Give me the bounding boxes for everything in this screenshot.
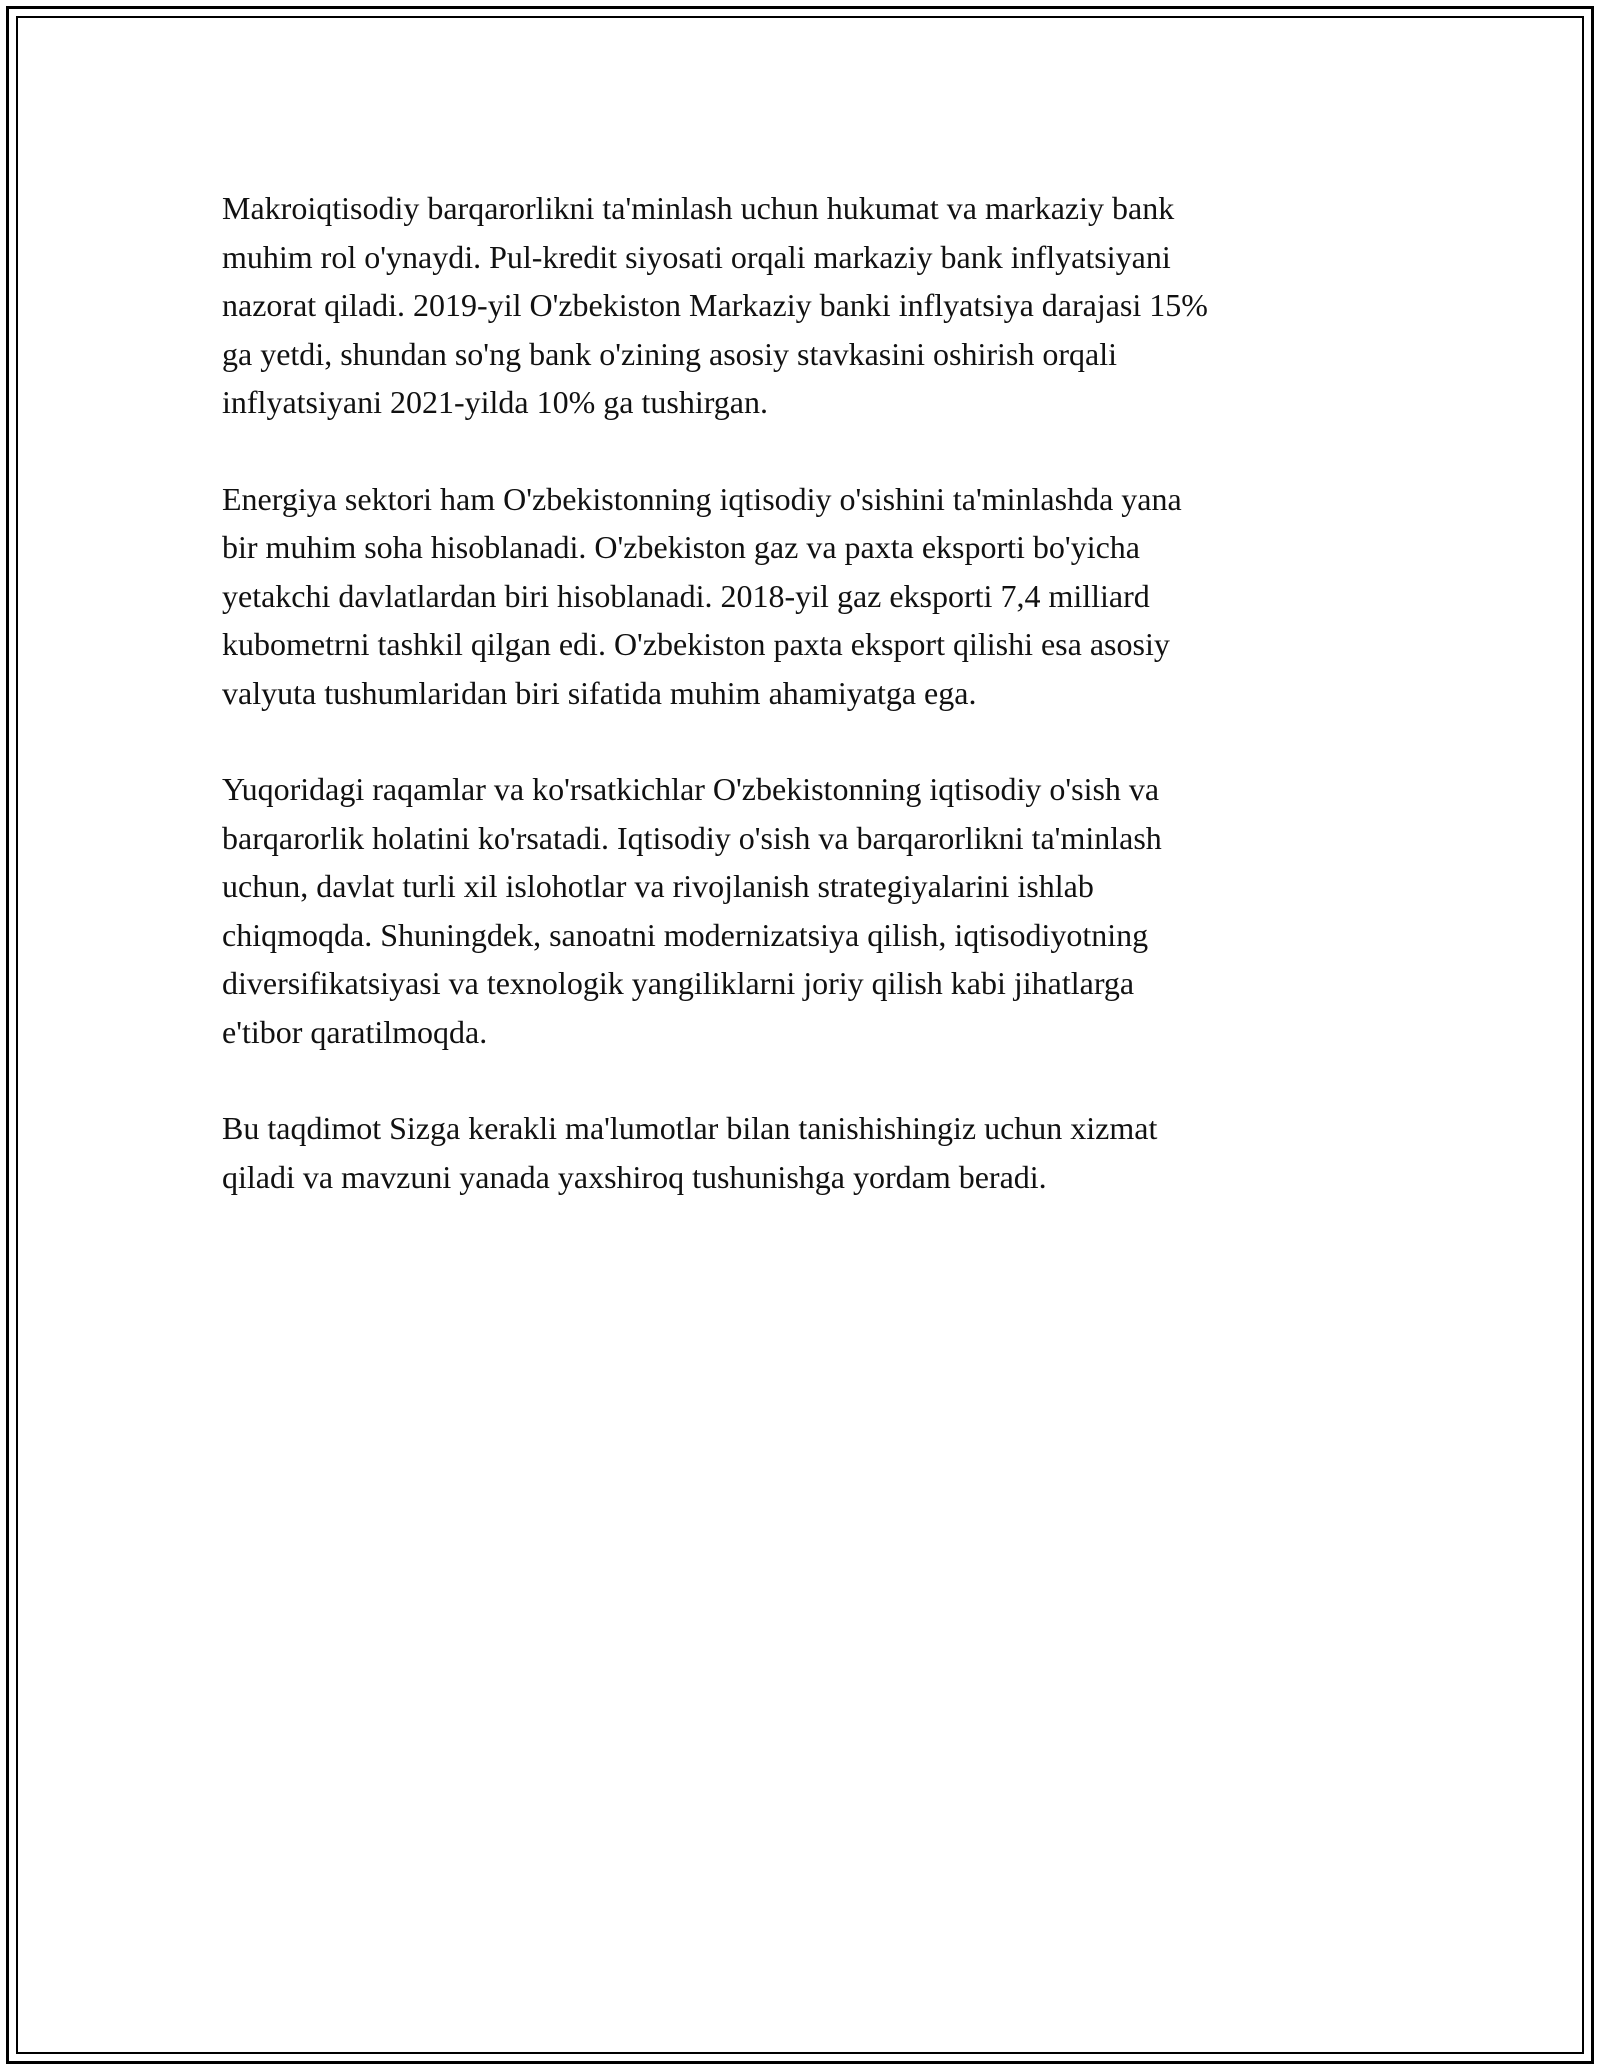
document-body — [222, 184, 1382, 1249]
paragraph-energy-sector: Energiya sektori ham O'zbekistonning iqtisodiy o'sishini ta'minlashda yana bir muhim soha hisoblanadi. O'zbekiston gaz va paxta eksporti bo'yicha yetakchi davlatlardan biri hisoblanadi. 2018-yil gaz eksporti 7,4 milliard kubometrni tashkil qilgan edi. O'zbekiston paxta eksport qilishi esa asosiy valyuta tushumlaridan biri sifatida muhim ahamiyatga ega. — [222, 480, 1182, 711]
paragraph-monetary-policy: Makroiqtisodiy barqarorlikni ta'minlash uchun hukumat va markaziy bank muhim rol o'ynaydi. Pul-kredit siyosati orqali markaziy bank inflyatsiyani nazorat qiladi. 2019-yil O'zbekiston Markaziy banki inflyatsiya darajasi 15% ga yetdi, shundan so'ng bank o'zining asosiy stavkasini oshirish orqali inflyatsiyani 2021-yilda 10% ga tushirgan. — [222, 190, 1208, 420]
paragraph-conclusion: Bu taqdimot Sizga kerakli ma'lumotlar bilan tanishishingiz uchun xizmat qiladi va mavzuni yanada yaxshiroq tushunishga yordam beradi. — [222, 1110, 1158, 1195]
paragraph-growth-indicators: Yuqoridagi raqamlar va ko'rsatkichlar O'zbekistonning iqtisodiy o'sish va barqarorlik holatini ko'rsatadi. Iqtisodiy o'sish va barqarorlikni ta'minlash uchun, davlat turli xil islohotlar va rivojlanish strategiyalarini ishlab chiqmoqda. Shuningdek, sanoatni modernizatsiya qilish, iqtisodiyotning diversifikatsiyasi va texnologik yangiliklarni joriy qilish kabi jihatlarga e'tibor qaratilmoqda. — [222, 771, 1162, 1050]
